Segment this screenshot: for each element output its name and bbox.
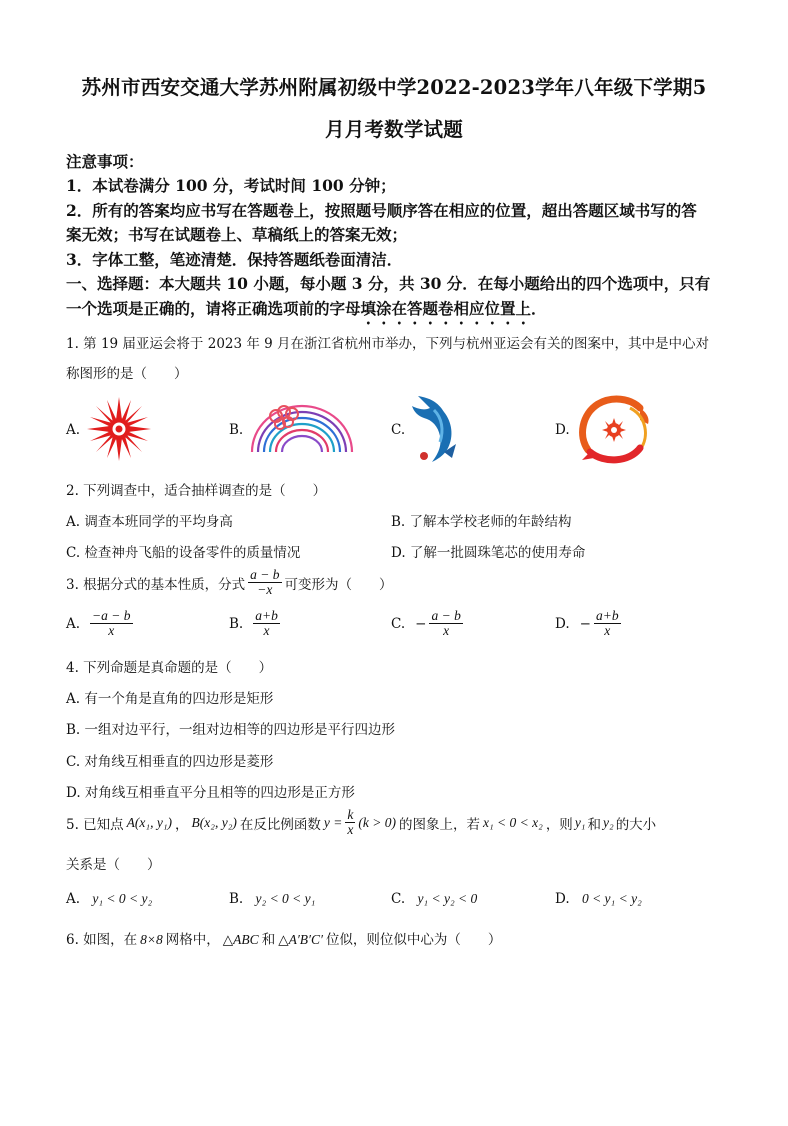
q1-stem-line2: 称图形的是（ ）: [66, 366, 188, 382]
q1-stem-line1: 1. 第 19 届亚运会将于 2023 年 9 月在浙江省杭州市举办，下列与杭州亚运会有关的图案中，其中是中心对: [66, 336, 710, 352]
q3-option-b-label: B.: [229, 615, 244, 632]
q6-pre: 6. 如图，在: [66, 932, 138, 948]
q2-stem: 2. 下列调查中，适合抽样调查的是（ ）: [66, 483, 327, 499]
q6-triangle-abc: △ABC: [222, 932, 259, 947]
section1-line2-emphasis: 填涂在答题卷相应位置上: [360, 299, 532, 318]
q3-option-c: [391, 609, 466, 638]
notice-heading: 注意事项：: [66, 152, 144, 171]
rainbow-fan-icon: [248, 402, 356, 460]
q4-option-a: A. 有一个角是直角的四边形是矩形: [66, 691, 274, 707]
q4-option-c: C. 对角线互相垂直的四边形是菱形: [66, 754, 274, 770]
q3-option-d-denominator: x: [604, 623, 611, 639]
q5-option-d-text: 0 < y₁ < y₂: [581, 891, 642, 906]
q3-option-c-label: C.: [391, 615, 406, 632]
q3-option-a-label: A.: [66, 615, 81, 632]
q5-stem-line1: 5. 已知点 A(x₁, y₁) ， B(x₂, y₂) 在反比例函数 y = $\frac{k}{x}$ (k > 0) 的图象上，若 x₁ < 0 < x₂ ，则 y₁ 和 y₂ 的大小: [66, 807, 657, 838]
q5-option-b: [229, 891, 315, 907]
q6-post: 位似，则位似中心为（ ）: [325, 932, 502, 948]
q6-grid-size: 8×8: [140, 932, 163, 947]
notice-item-2b: 案无效；书写在试题卷上、草稿纸上的答案无效；: [66, 225, 408, 244]
q3-option-a: [66, 609, 136, 638]
section1-line1: 一、选择题：本大题共 10 小题，每小题 3 分，共 30 分．在每小题给出的四个选项中，只有: [66, 274, 711, 293]
q4-option-b: B. 一组对边平行，一组对边相等的四边形是平行四边形: [66, 722, 396, 738]
q3-option-b-fraction: [253, 609, 280, 638]
q1-option-d-label: D.: [555, 422, 570, 438]
q5-condition: x₁ < 0 < x₂: [482, 814, 543, 830]
q5-option-a: [66, 891, 152, 907]
q5-option-a-text: y₁ < 0 < y₂: [92, 891, 153, 906]
sun-emblem-icon: [86, 396, 152, 466]
q6-mid: 网格中，: [165, 932, 220, 948]
q5-point-a: A(x₁, y₁): [126, 814, 173, 830]
q5-option-c-label: C.: [391, 891, 406, 907]
q4-stem: 4. 下列命题是真命题的是（ ）: [66, 660, 273, 676]
q5-option-a-label: A.: [66, 891, 81, 907]
q5-func-fraction: [345, 808, 355, 837]
q3-option-a-denominator: x: [108, 623, 115, 639]
q4-option-d: D. 对角线互相垂直平分且相等的四边形是正方形: [66, 785, 355, 801]
q5-post3: 的大小: [615, 816, 657, 833]
q5-func-condition: (k > 0): [358, 814, 396, 830]
dragon-ring-icon: [574, 392, 654, 470]
q3-option-c-fraction: [429, 609, 462, 638]
notice-item-3: 3．字体工整，笔迹清楚．保持答题纸卷面清洁．: [66, 250, 403, 269]
q5-post2: ，则: [545, 816, 573, 833]
q5-option-d-label: D.: [555, 891, 570, 907]
q5-option-c-text: y₁ < y₂ < 0: [417, 891, 478, 906]
q2-option-a: A. 调查本班同学的平均身高: [66, 514, 233, 530]
notice-item-1: 1．本试卷满分 100 分，考试时间 100 分钟；: [66, 176, 396, 195]
q5-y2: y₂: [603, 814, 614, 830]
q5-stem-line2: 关系是（ ）: [66, 857, 161, 873]
q3-option-d-sign: −: [579, 615, 591, 632]
q2-option-c: C. 检查神舟飞船的设备零件的质量情况: [66, 545, 301, 561]
q5-func-numerator: k: [347, 807, 354, 822]
q3-option-d-fraction: [594, 609, 621, 638]
q3-option-b-denominator: x: [263, 623, 270, 639]
dolphin-icon: [408, 392, 464, 468]
section1-line2-end: ．: [531, 299, 547, 318]
q5-and: 和: [587, 816, 601, 833]
q3-option-b-numerator: a+b: [255, 608, 278, 623]
q6-triangle-abc-prime: △A′B′C′: [278, 932, 323, 947]
q6-stem: [66, 928, 501, 948]
exam-title-line2: 月月考数学试题: [325, 118, 463, 141]
q3-option-c-sign: −: [415, 615, 427, 632]
q3-stem-post: 可变形为（ ）: [284, 576, 393, 593]
q5-func-lhs: y =: [323, 814, 343, 830]
q3-stem-denominator: −x: [257, 582, 273, 598]
q5-mid: 在反比例函数: [239, 816, 321, 833]
q2-option-b: B. 了解本学校老师的年龄结构: [391, 514, 572, 530]
q5-func-denominator: x: [347, 822, 354, 838]
q5-option-b-label: B.: [229, 891, 244, 907]
q3-stem: [66, 568, 393, 597]
q1-option-b-label: B.: [229, 422, 244, 438]
q3-option-d: [555, 609, 624, 638]
q2-option-d: D. 了解一批圆珠笔芯的使用寿命: [391, 545, 586, 561]
q1-option-a-label: A.: [66, 422, 81, 438]
q5-post: 的图象上，若: [398, 816, 480, 833]
q5-option-c: [391, 891, 477, 907]
exam-title-line1: 苏州市西安交通大学苏州附属初级中学2022-2023学年八年级下学期5: [81, 76, 707, 99]
q3-option-c-denominator: x: [443, 623, 450, 639]
q5-option-d: [555, 891, 642, 907]
q3-stem-numerator: a − b: [250, 567, 280, 582]
section1-line2-text: 一个选项是正确的，请将正确选项前的字母: [66, 299, 361, 318]
q1-option-c-label: C.: [391, 422, 406, 438]
q3-option-b: [229, 609, 283, 638]
notice-item-2a: 2．所有的答案均应书写在答题卷上，按照题号顺序答在相应的位置，超出答题区域书写的答: [66, 201, 697, 220]
q5-option-b-text: y₂ < 0 < y₁: [255, 891, 316, 906]
q5-y1: y₁: [574, 814, 586, 830]
q3-option-a-fraction: [90, 609, 132, 638]
q6-and: 和: [261, 932, 276, 948]
q3-option-d-numerator: a+b: [595, 608, 619, 623]
q3-stem-pre: 3. 根据分式的基本性质，分式: [66, 576, 246, 593]
q3-option-d-label: D.: [555, 615, 570, 632]
q5-point-b: B(x₂, y₂): [191, 814, 237, 830]
q3-option-c-numerator: a − b: [431, 608, 461, 623]
q3-option-a-numerator: −a − b: [92, 608, 131, 623]
section1-line2: [66, 297, 547, 328]
q3-stem-fraction: [248, 568, 281, 597]
q5-pre: 5. 已知点: [66, 816, 124, 833]
